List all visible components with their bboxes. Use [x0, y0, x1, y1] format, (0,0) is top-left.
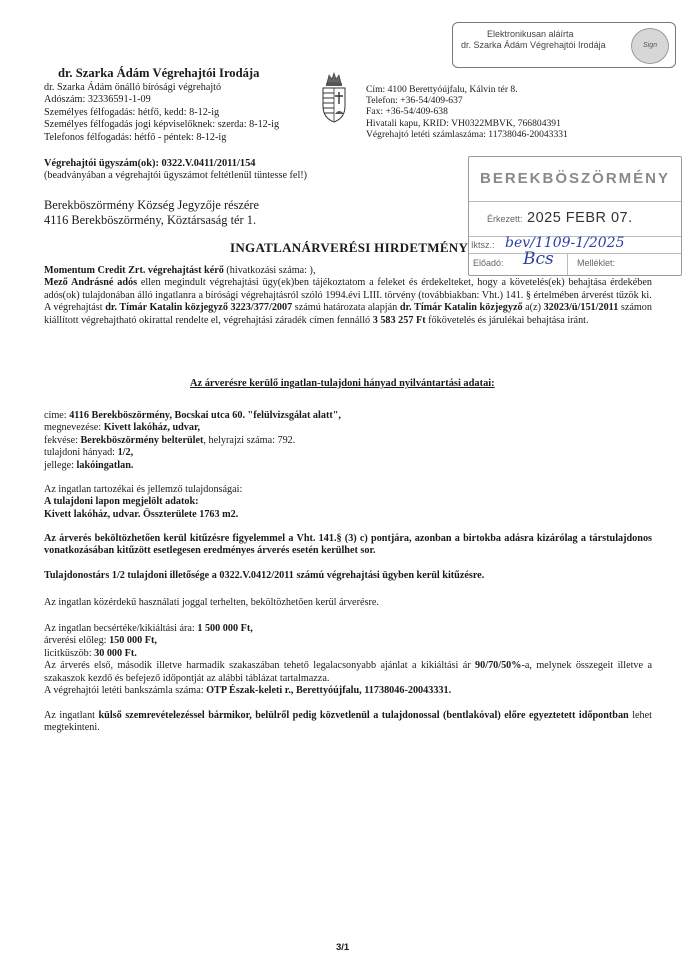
accessories-line: Az ingatlan tartozékai és jellemző tulajdonságai: [44, 484, 243, 495]
office-line: Személyes félfogadás jogi képviselőknek: szerda: 8-12-ig [44, 119, 280, 131]
office-contact-line: Végrehajtó letéti számlaszáma: 11738046-20043331 [366, 128, 568, 140]
property-data [44, 410, 652, 472]
office-contact-line: Telefon: +36-54/409-637 [366, 95, 463, 107]
accessories-line: Kivett lakóház, udvar. Összterülete 1763 m2. [44, 508, 239, 520]
addressee-line: 4116 Berekböszörmény, Köztársaság tér 1. [44, 213, 257, 227]
stamp-received-date: 2025 FEBR 07. [527, 210, 633, 226]
case-note: (beadványában a végrehajtói ügyszámot feltétlenül tüntesse fel!) [44, 170, 308, 181]
property-location: fekvése: Berekböszörmény belterület, helyrajzi száma: 792. [44, 434, 296, 446]
section-title: Az árverésre kerülő ingatlan-tulajdoni hányad nyilvántartási adatai: [190, 378, 495, 389]
intro-block [44, 265, 652, 327]
intro-debtor-paragraph: Mező Andrásné adós ellen megindult végrehajtási ügy(ek)ben tájékoztatom a feleket és érdekelteket, hogy a követelés(ek) behajtása érdekében adós(ok) tulajdonában álló ingatlanra a bírósági végrehajtásról szóló 1994.évi LIII. törvény (továbbiakban: Vht.) 141. § értelmében árverést tűzök ki. [44, 277, 652, 301]
coowner-paragraph: Tulajdonostárs 1/2 tulajdoni illetősége a 0322.V.0412/2011 számú végrehajtási ügyben kerül kitűzésre. [44, 570, 485, 581]
esign-header: Elektronikusan aláírta [487, 29, 574, 39]
case-number: Végrehajtói ügyszám(ok): 0322.V.0411/2011/154 [44, 158, 256, 169]
office-line: Személyes félfogadás: hétfő, kedd: 8-12-ig [44, 106, 220, 118]
price-minimum: Az árverés első, második illetve harmadik szakaszában tehető legalacsonyabb ajánlat a kikiáltási ár 90/70/50%-a, melynek összegeit illetve a szakaszok kezdő és befejező időpontját az alábbi táblázat tartalmazza. [44, 660, 652, 684]
stamp-received-label: Érkezett: [487, 214, 523, 224]
registration-stamp [468, 156, 682, 276]
office-line: Adószám: 32336591-1-09 [44, 94, 151, 106]
office-header-left [44, 67, 279, 145]
usage-paragraph: Az ingatlan közérdekű használati joggal terhelten, beköltözhetően kerül árverésre. [44, 597, 379, 608]
coat-of-arms-icon [318, 70, 350, 124]
electronic-signature-box [452, 22, 676, 68]
stamp-file-handwritten: bev/1109-1/2025 [505, 235, 625, 251]
price-bank-account: A végrehajtói letéti bankszámla száma: OTP Észak-keleti r., Berettyóújfalu, 11738046-20043331. [44, 685, 452, 697]
office-line: Telefonos félfogadás: hétfő - péntek: 8-12-ig [44, 131, 227, 143]
office-line: dr. Szarka Ádám önálló bírósági végrehajtó [44, 81, 222, 93]
intro-order-paragraph: A végrehajtást dr. Tímár Katalin közjegyző 3223/377/2007 számú határozata alapján dr. Tímár Katalin közjegyző a(z) 32023/ü/151/2011 számon kiállított végrehajtható okirattal rendelte el, végrehajtási záradék címen fennálló 3 583 257 Ft főkövetelés és járulékai behajtása iránt. [44, 302, 652, 326]
office-contact-line: Cím: 4100 Berettyóújfalu, Kálvin tér 8. [366, 84, 518, 95]
office-contact-line: Fax: +36-54/409-638 [366, 106, 448, 118]
price-block [44, 623, 652, 697]
price-step: licitküszöb: 30 000 Ft. [44, 647, 137, 659]
occupancy-paragraph: Az árverés beköltözhetően kerül kitűzésre figyelemmel a Vht. 141.§ (3) c) pontjára, azonban a birtokba adásra kizárólag a társtulajdonos vonatkozásában kitűzött esetlegesen eredményes árverés esetén kerülhet sor. [44, 533, 652, 557]
document-title: INGATLANÁRVERÉSI HIRDETMÉNY [230, 240, 469, 255]
property-name: megnevezése: Kivett lakóház, udvar, [44, 422, 201, 434]
addressee-block [44, 198, 259, 228]
stamp-officer-label: Előadó: [473, 258, 504, 268]
page-number: 3/1 [336, 942, 350, 953]
office-contact-line: Hivatali kapu, KRID: VH0322MBVK, 766804391 [366, 117, 561, 129]
accessories-line: A tulajdoni lapon megjelölt adatok: [44, 496, 199, 508]
esign-name: dr. Szarka Ádám Végrehajtói Irodája [461, 40, 606, 50]
stamp-file-label: Iktsz.: [471, 240, 495, 250]
accessories-block [44, 484, 652, 521]
stamp-city: BEREKBÖSZÖRMÉNY [479, 170, 670, 187]
office-name: dr. Szarka Ádám Végrehajtói Irodája [58, 66, 260, 80]
stamp-officer-handwritten: Bcs [523, 249, 554, 269]
case-number-block [44, 158, 307, 182]
price-deposit: árverési előleg: 150 000 Ft, [44, 635, 157, 647]
signature-seal-icon: Sign [631, 28, 669, 64]
stamp-attachment-label: Melléklet: [577, 258, 616, 268]
intro-creditor-line: Momentum Credit Zrt. végrehajtást kérő (hivatkozási száma: ), [44, 265, 316, 276]
viewing-paragraph: Az ingatlant külső szemrevételezéssel bármikor, belülről pedig közvetlenül a tulajdonossal (bentlakóval) előre egyeztetett időpontban lehet megtekinteni. [44, 710, 653, 734]
property-share: tulajdoni hányad: 1/2, [44, 447, 134, 459]
property-address: címe: 4116 Berekböszörmény, Bocskai utca 60. "felülvizsgálat alatt", [44, 410, 341, 421]
office-header-right [366, 84, 568, 140]
price-value: Az ingatlan becsértéke/kikiáltási ára: 1 500 000 Ft, [44, 623, 253, 634]
property-type: jellege: lakóingatlan. [44, 459, 134, 471]
addressee-line: Berekböszörmény Község Jegyzője részére [44, 198, 260, 212]
